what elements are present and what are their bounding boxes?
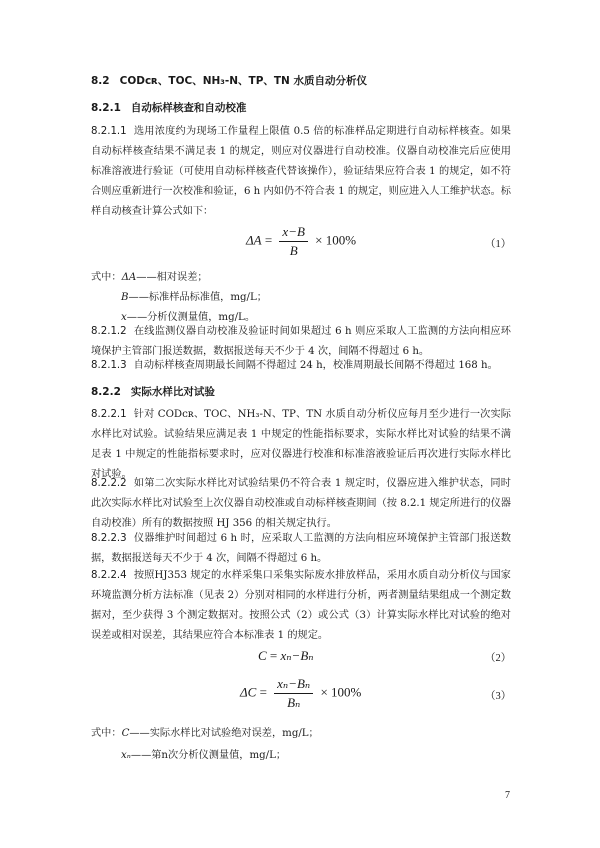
- clause-number: 8.2.1.3: [91, 360, 127, 371]
- where-item: [121, 746, 286, 761]
- where-lead: 式中：: [91, 272, 122, 283]
- clause-number: 8.2.1.1: [91, 126, 127, 137]
- formula-1: [246, 224, 356, 259]
- section-number: 8.2.2: [91, 386, 121, 398]
- section-heading-8-2-1: [91, 100, 246, 115]
- clause-number: 8.2.1.2: [91, 326, 127, 337]
- clause-text: 自动标样核查周期最长间隔不得超过 24 h，校准周期最长间隔不得超过 168 h。: [133, 360, 498, 371]
- formula-numerator: xₙ−Bₙ: [274, 676, 313, 694]
- equation-number-2: （2）: [485, 653, 512, 664]
- formula-denominator: B: [289, 243, 298, 258]
- formula-numerator: x−B: [279, 224, 307, 242]
- section-heading-8-2: [91, 73, 367, 88]
- paragraph-8-2-2-2: [91, 474, 511, 534]
- where-symbol: B: [121, 292, 129, 303]
- clause-text: 仪器维护时间超过 6 h 时，应采取人工监测的方法向相应环境保护主管部门报送数据，数据报送每天不少于 4 次，间隔不得超过 6 h。: [91, 533, 511, 564]
- formula-equals: =: [264, 232, 273, 248]
- paragraph-8-2-2-1: [91, 405, 511, 485]
- formula-tail: × 100%: [315, 232, 357, 248]
- formula-2: [258, 648, 314, 664]
- where-symbol: ΔA: [121, 272, 137, 283]
- clause-text: 针对 CODᴄʀ、TOC、NH₃-N、TP、TN 水质自动分析仪应每月至少进行一次实际水样比对试验。试验结果应满足表 1 中规定的性能指标要求，实际水样比对试验的结果不满足表 1 中规定的性能指标要求时，应对仪器进行校准和标准溶液验证后再次进行实际水样比对试验。: [91, 409, 511, 480]
- clause-number: 8.2.2.1: [91, 409, 127, 420]
- where-symbol: xₙ: [121, 750, 131, 761]
- section-heading-8-2-2: [91, 384, 215, 399]
- formula-fraction: [274, 676, 313, 711]
- equation-number-3: （3）: [485, 691, 512, 702]
- section-title: CODᴄʀ、TOC、NH₃-N、TP、TN 水质自动分析仪: [119, 75, 367, 87]
- where-description: ——标准样品标准值，mg/L；: [128, 292, 267, 303]
- formula-lhs: ΔC: [240, 684, 257, 700]
- where-block-2: [91, 724, 319, 739]
- formula-lhs: C: [258, 648, 267, 663]
- clause-number: 8.2.2.4: [91, 570, 127, 581]
- clause-number: 8.2.2.2: [91, 478, 127, 489]
- section-number: 8.2.1: [91, 102, 121, 114]
- section-title: 实际水样比对试验: [130, 386, 215, 398]
- equation-number-1: （1）: [485, 239, 512, 250]
- where-symbol: C: [121, 728, 130, 739]
- paragraph-8-2-2-4: [91, 566, 511, 646]
- where-item: [121, 288, 267, 303]
- formula-lhs: ΔA: [246, 232, 262, 248]
- clause-text: 在线监测仪器自动校准及验证时间如果超过 6 h 则应采取人工监测的方法向相应环境保护主管部门报送数据，数据报送每天不少于 4 次，间隔不得超过 6 h。: [91, 326, 511, 357]
- section-title: 自动标样核查和自动校准: [130, 102, 247, 114]
- paragraph-8-2-1-1: [91, 122, 511, 222]
- clause-text: 如第二次实际水样比对试验结果仍不符合表 1 规定时，仪器应进入维护状态，同时此次实际水样比对试验至上次仪器自动校准或自动标样核查期间（按 8.2.1 规定所进行的仪器自动校准）所有的数据按照 HJ 356 的相关规定执行。: [91, 478, 511, 529]
- formula-tail: × 100%: [320, 684, 362, 700]
- formula-equals: =: [259, 684, 267, 700]
- where-lead: 式中：: [91, 728, 122, 739]
- where-symbol: x: [121, 312, 127, 323]
- where-description: ——分析仪测量值，mg/L。: [126, 312, 256, 323]
- formula-equals: =: [269, 648, 278, 663]
- clause-text: 选用浓度约为现场工作量程上限值 0.5 倍的标准样品定期进行自动标样核查。如果自动标样核查结果不满足表 1 的规定，则应对仪器进行自动校准。仪器自动校准完后应使用标准溶液进行验证（可使用自动标样核查代替该操作），验证结果应符合表 1 的规定，如不符合则应重新进行一次校准和验证，6 h 内如仍不符合表 1 的规定，则应进入人工维护状态。标样自动核查计算公式如下：: [91, 126, 511, 217]
- section-number: 8.2: [91, 75, 110, 87]
- formula-rhs: xₙ−Bₙ: [280, 648, 314, 663]
- formula-3: [240, 676, 361, 711]
- where-description: ——第n次分析仪测量值，mg/L；: [130, 750, 287, 761]
- clause-text: 按照HJ353 规定的水样采集口采集实际废水排放样品，采用水质自动分析仪与国家环境监测分析方法标准（见表 2）分别对相同的水样进行分析，两者测量结果组成一个测定数据对，至少获得 3 个测定数据对。按照公式（2）或公式（3）计算实际水样比对试验的绝对误差或相对误差，其结果应符合本标准表 1 的规定。: [91, 570, 511, 641]
- where-block-1: [91, 268, 208, 283]
- paragraph-8-2-1-3: [91, 356, 511, 376]
- formula-fraction: [279, 224, 307, 259]
- paragraph-8-2-2-3: [91, 529, 511, 569]
- page-number: 7: [505, 790, 510, 801]
- where-description: ——实际水样比对试验绝对误差，mg/L；: [129, 728, 319, 739]
- formula-denominator: Bₙ: [287, 695, 301, 710]
- where-description: ——相对误差；: [136, 272, 208, 283]
- where-item: [121, 308, 255, 323]
- clause-number: 8.2.2.3: [91, 533, 127, 544]
